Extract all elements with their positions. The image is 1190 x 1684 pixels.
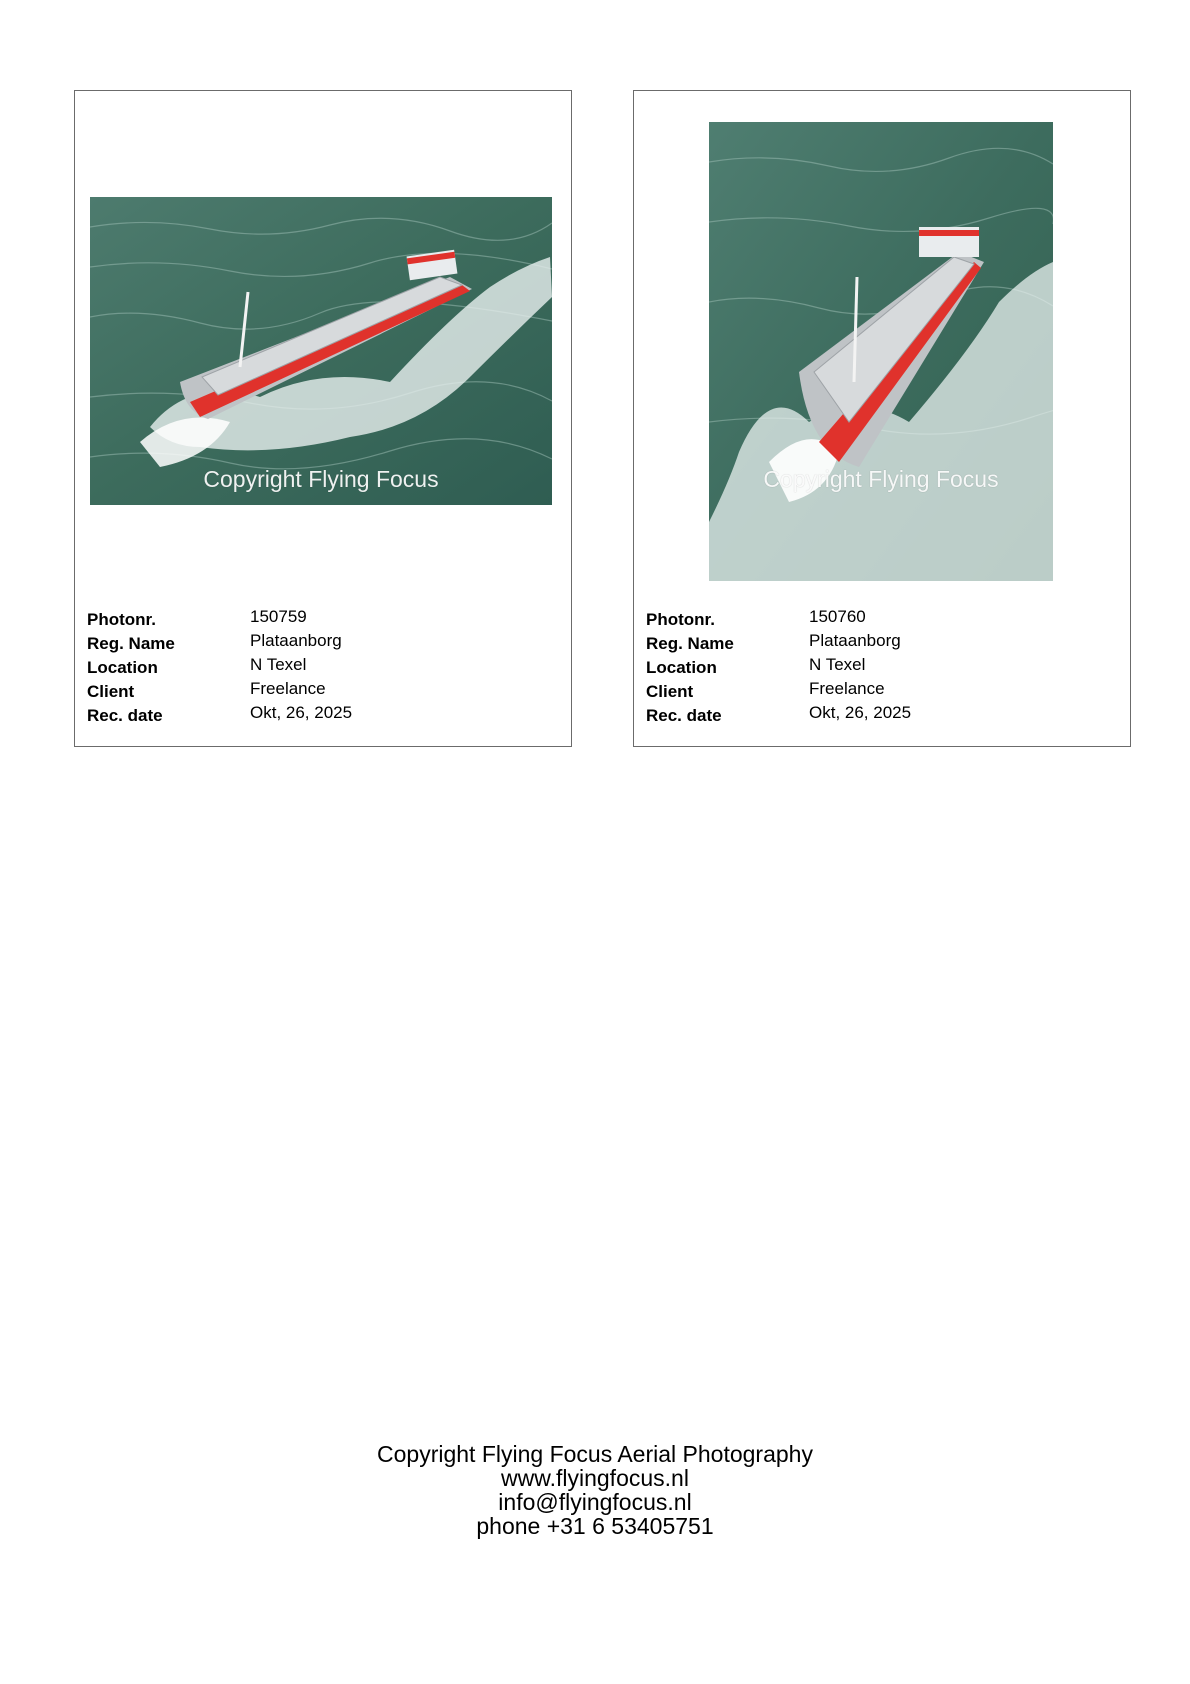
meta-label: Client <box>646 682 694 701</box>
meta-row-photonr <box>646 607 1116 631</box>
meta-value: 150760 <box>809 607 866 626</box>
ship-photo <box>709 122 1053 581</box>
meta-value: N Texel <box>250 655 307 674</box>
meta-label: Photonr. <box>87 610 156 629</box>
meta-row-location <box>646 655 1116 679</box>
meta-label: Photonr. <box>646 610 715 629</box>
meta-label: Location <box>646 658 717 677</box>
meta-value: 150759 <box>250 607 307 626</box>
meta-value: Plataanborg <box>250 631 342 650</box>
photo-metadata <box>646 607 1116 727</box>
meta-value: Okt, 26, 2025 <box>809 703 912 722</box>
meta-value: N Texel <box>809 655 866 674</box>
photo-card-150759 <box>74 90 572 747</box>
meta-row-client <box>646 679 1116 703</box>
photo-metadata <box>87 607 557 727</box>
meta-row-photonr <box>87 607 557 631</box>
meta-value: Plataanborg <box>809 631 901 650</box>
meta-label: Rec. date <box>646 706 722 725</box>
ship-photo <box>90 197 552 505</box>
meta-row-client <box>87 679 557 703</box>
meta-row-rec-date <box>646 703 1116 727</box>
meta-label: Reg. Name <box>87 634 175 653</box>
meta-row-reg-name <box>646 631 1116 655</box>
meta-value: Freelance <box>809 679 885 698</box>
footer-website-link[interactable]: www.flyingfocus.nl <box>501 1465 689 1491</box>
meta-label: Reg. Name <box>646 634 734 653</box>
meta-row-reg-name <box>87 631 557 655</box>
meta-row-location <box>87 655 557 679</box>
footer-copyright: Copyright Flying Focus Aerial Photography <box>377 1441 813 1467</box>
meta-label: Location <box>87 658 158 677</box>
meta-value: Okt, 26, 2025 <box>250 703 353 722</box>
meta-value: Freelance <box>250 679 326 698</box>
photo-card-150760 <box>633 90 1131 747</box>
photo-watermark: Copyright Flying Focus <box>203 466 439 492</box>
page-footer <box>0 1442 1190 1538</box>
meta-label: Client <box>87 682 135 701</box>
meta-label: Rec. date <box>87 706 163 725</box>
photo-watermark: Copyright Flying Focus <box>763 466 999 492</box>
meta-row-rec-date <box>87 703 557 727</box>
footer-phone: phone +31 6 53405751 <box>476 1513 714 1539</box>
footer-email-link[interactable]: info@flyingfocus.nl <box>498 1489 692 1515</box>
